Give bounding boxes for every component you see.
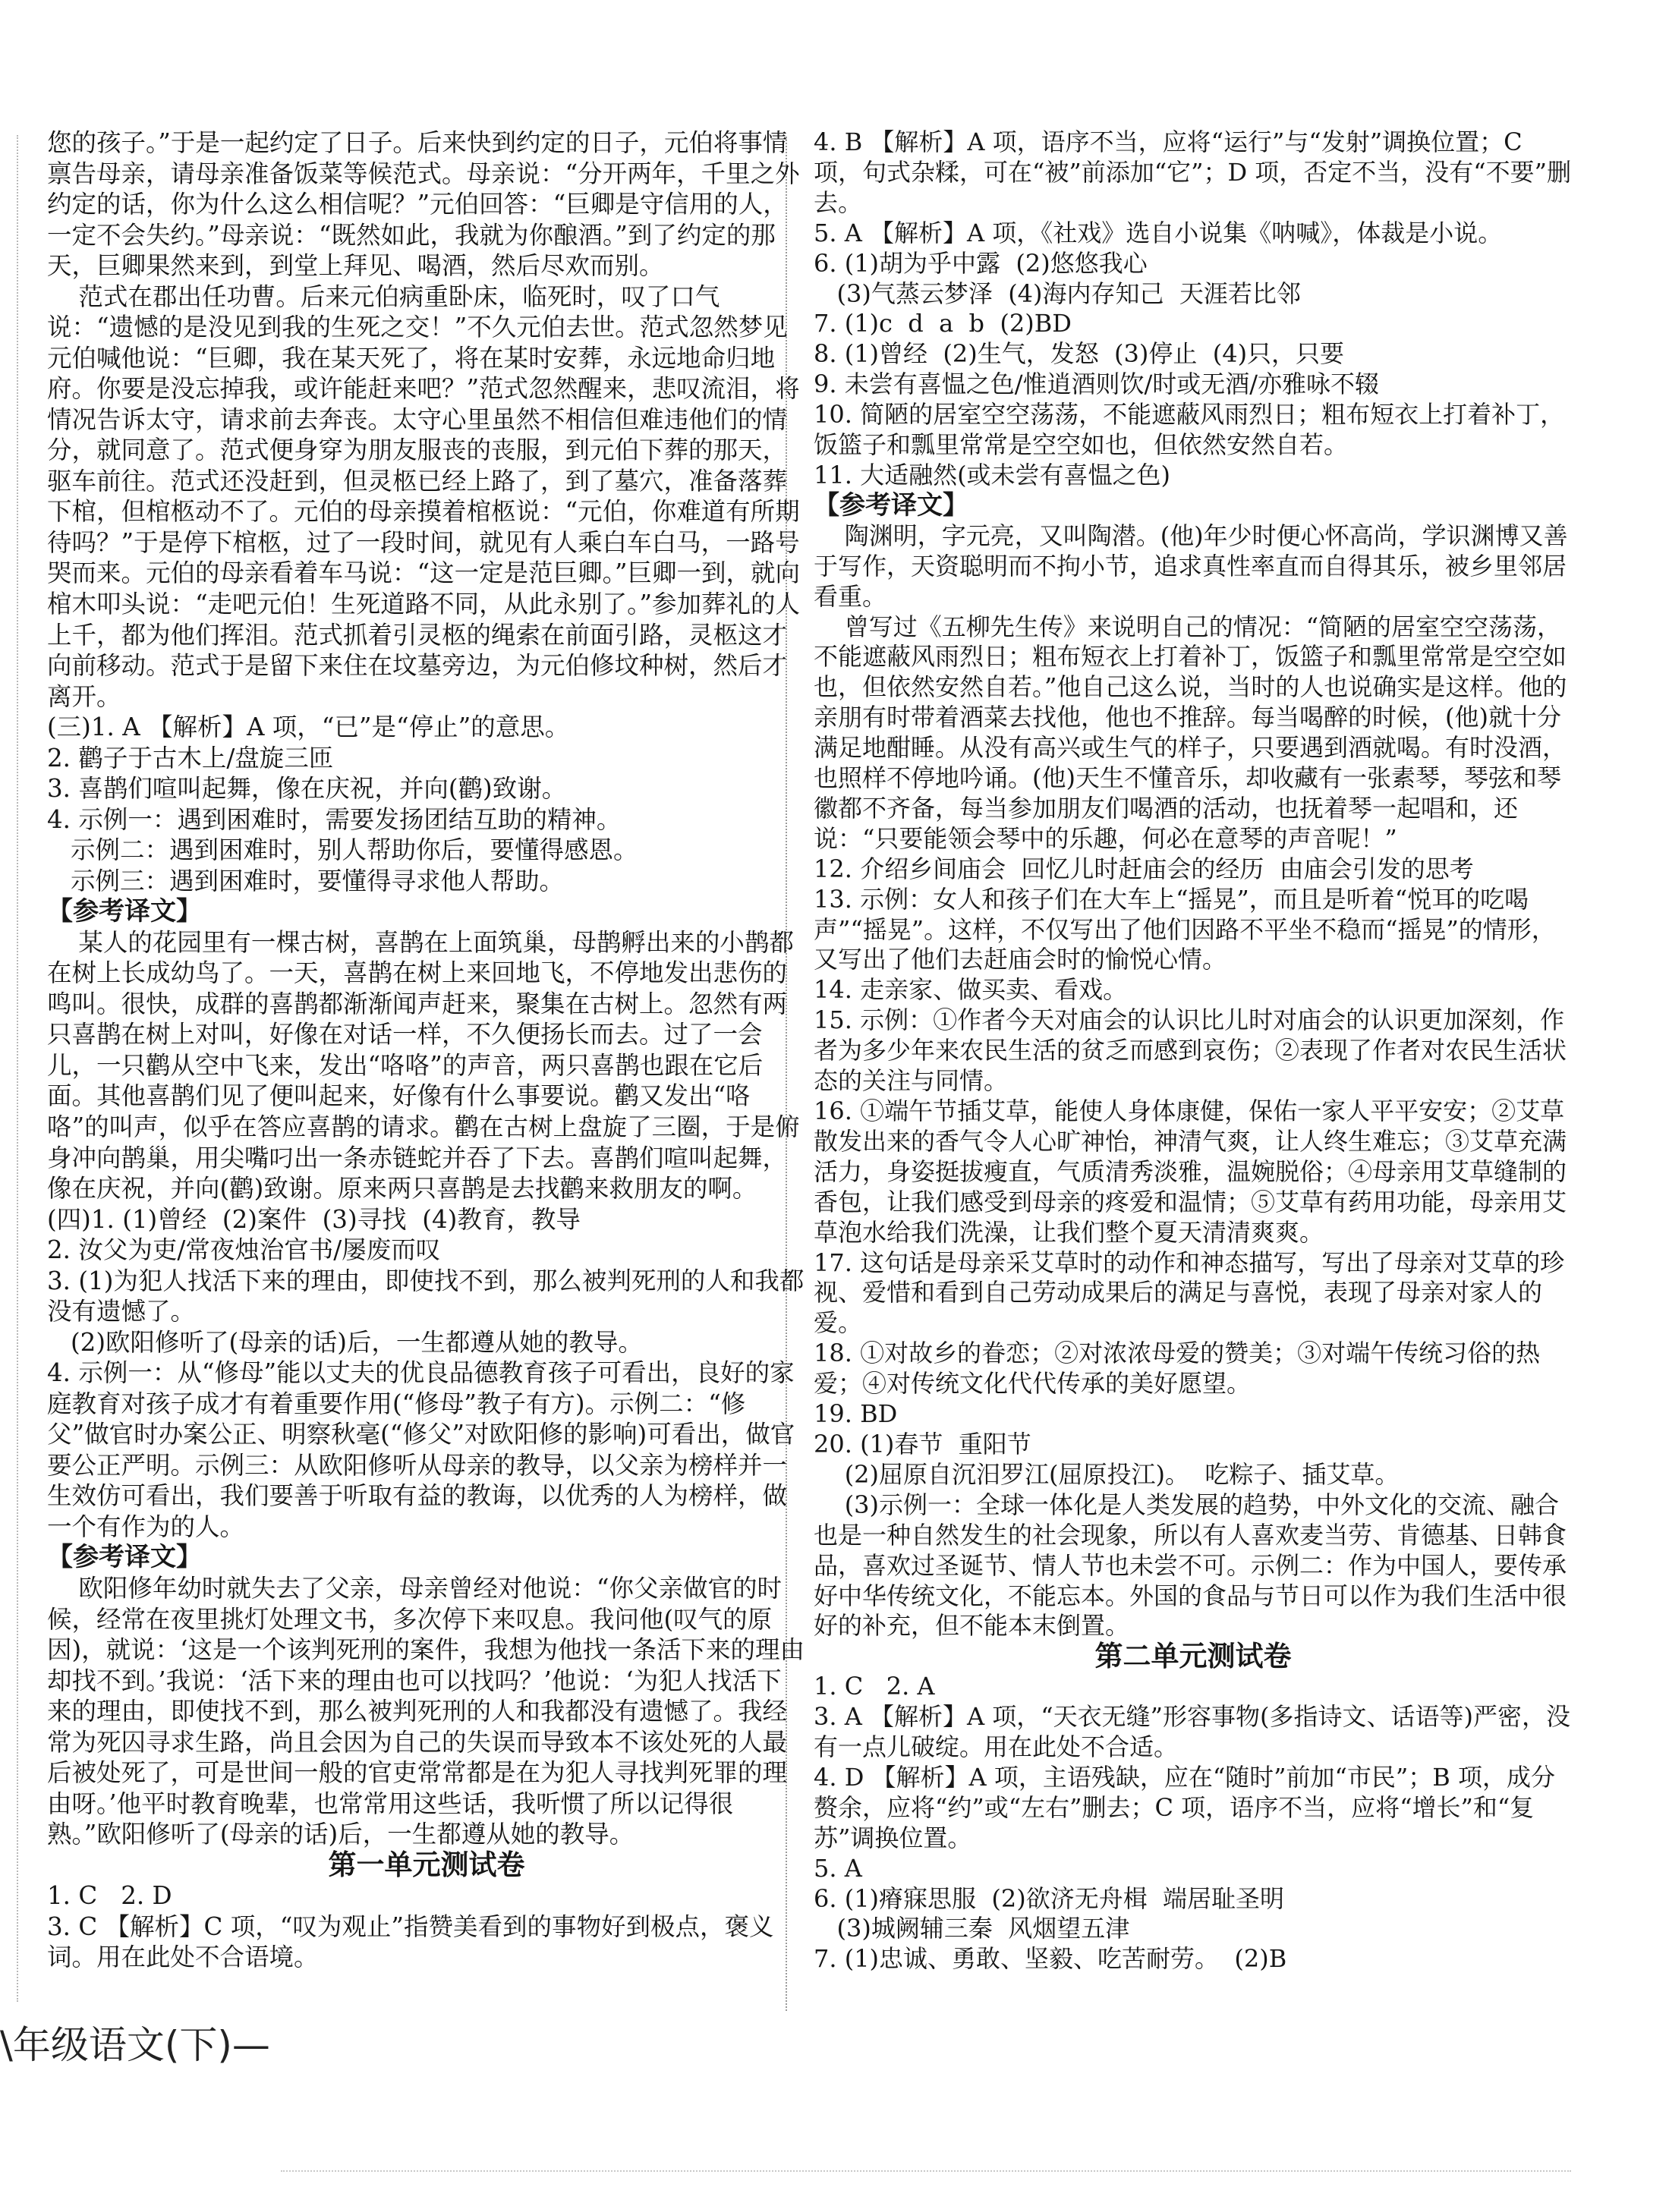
section-heading: 【参考译文】 xyxy=(47,1542,202,1573)
answer-item: 19. BD xyxy=(814,1399,898,1429)
answer-item: 9. 未尝有喜愠之色/惟逍酒则饮/时或无酒/亦雅咏不辍 xyxy=(814,370,1380,399)
right-column xyxy=(814,127,1573,1974)
answer-item: 8. (1)曾经 (2)生气，发怒 (3)停止 (4)只，只要 xyxy=(814,339,1345,369)
unit-title: 第二单元测试卷 xyxy=(1094,1640,1292,1673)
answer-item: 示例三：遇到困难时，要懂得寻求他人帮助。 xyxy=(47,866,565,895)
answer-item: 6. (1)胡为乎中露 (2)悠悠我心 xyxy=(814,248,1148,278)
answer-item: 1. C 2. D xyxy=(47,1881,172,1911)
paragraph: 某人的花园里有一棵古树，喜鹊在上面筑巢，母鹊孵出来的小鹊都在树上长成幼鸟了。一天，喜鹊在树上来回地飞，不停地发出悲伤的鸣叫。很快，成群的喜鹊都渐渐闻声赶来，聚集在古树上。忽然有两只喜鹊在树上对叫，好像在对话一样，不久便扬长而去。过了一会儿，一只鹳从空中飞来，发出“咯咯”的声音，两只喜鹊也跟在它后面。其他喜鹊们见了便叫起来，好像有什么事要说。鹳又发出“咯咯”的叫声，似乎在答应喜鹊的请求。鹳在古树上盘旋了三圈，于是俯身冲向鹊巢，用尖嘴叼出一条赤链蛇并吞了下去。喜鹊们喧叫起舞，像在庆祝，并向(鹳)致谢。原来两只喜鹊是去找鹳来救朋友的啊。 xyxy=(47,927,800,1204)
answer-item: 3. C 【解析】C 项，“叹为观止”指赞美看到的事物好到极点，褒义词。用在此处不合语境。 xyxy=(47,1912,774,1972)
answer-item: 10. 简陋的居室空空荡荡，不能遮蔽风雨烈日；粗布短衣上打着补丁，饭篮子和瓢里常常是空空如也，但依然安然自若。 xyxy=(814,400,1565,460)
answer-item: 11. 大适融然(或未尝有喜愠之色) xyxy=(814,460,1171,489)
answer-item: 4. 示例一：从“修母”能以丈夫的优良品德教育孩子可看出，良好的家庭教育对孩子成才有着重要作用(“修母”教子有方)。示例二：“修父”做官时办案公正、明察秋毫(“修父”对欧阳修的影响)可看出，做官要公正严明。示例三：从欧阳修听从母亲的教导，以父亲为榜样并一生效仿可看出，我们要善于听取有益的教诲，以优秀的人为榜样，做一个有作为的人。 xyxy=(47,1358,795,1541)
paragraph: 您的孩子。”于是一起约定了日子。后来快到约定的日子，元伯将事情禀告母亲，请母亲准备饭菜等候范式。母亲说：“分开两年，千里之外约定的话，你为什么这么相信呢？”元伯回答：“巨卿是守信用的人，一定不会失约。”母亲说：“既然如此，我就为你酿酒。”到了约定的那天，巨卿果然来到，到堂上拜见、喝酒，然后尽欢而别。 xyxy=(47,128,800,281)
answer-item: 7. (1)忠诚、勇敢、坚毅、吃苦耐劳。 (2)B xyxy=(814,1944,1287,1974)
bottom-rule xyxy=(281,2170,1571,2182)
answer-item: (2)屈原自沉汨罗江(屈原投江)。 吃粽子、插艾草。 xyxy=(814,1459,1400,1489)
answer-item: (3)示例一：全球一体化是人类发展的趋势，中外文化的交流、融合也是一种自然发生的社会现象，所以有人喜欢麦当劳、肯德基、日韩食品，喜欢过圣诞节、情人节也未尝不可。示例二：作为中国人，要传承好中华传统文化，不能忘本。外国的食品与节日可以作为我们生活中很好的补充，但不能本末倒置。 xyxy=(814,1490,1567,1641)
answer-item: 16. ①端午节插艾草，能使人身体康健，保佑一家人平平安安；②艾草散发出来的香气令人心旷神怡，神清气爽，让人终生难忘；③艾草充满活力，身姿挺拔瘦直，气质清秀淡雅，温婉脱俗；④母亲用艾草缝制的香包，让我们感受到母亲的疼爱和温情；⑤艾草有药用功能，母亲用艾草泡水给我们洗澡，让我们整个夏天清清爽爽。 xyxy=(814,1097,1567,1247)
answer-item: 5. A xyxy=(814,1853,862,1883)
answer-item: 3. (1)为犯人找活下来的理由，即使找不到，那么被判死刑的人和我都没有遗憾了。 xyxy=(47,1266,805,1326)
answer-item: 4. 示例一：遇到困难时，需要发扬团结互助的精神。 xyxy=(47,804,622,834)
answer-item: 示例二：遇到困难时，别人帮助你后，要懂得感恩。 xyxy=(47,835,638,865)
answer-item: 14. 走亲家、做买卖、看戏。 xyxy=(814,975,1128,1005)
answer-item: 4. B 【解析】A 项，语序不当，应将“运行”与“发射”调换位置；C 项，句式杂糅，可在“被”前添加“它”；D 项，否定不当，没有“不要”删去。 xyxy=(814,127,1571,217)
paragraph: 欧阳修年幼时就失去了父亲，母亲曾经对他说：“你父亲做官的时候，经常在夜里挑灯处理文书，多次停下来叹息。我问他(叹气的原因)，就说：‘这是一个该判死刑的案件，我想为他找一条活下来的理由却找不到。’我说：‘活下来的理由也可以找吗？’他说：‘为犯人找活下来的理由，即使找不到，那么被判死刑的人和我都没有遗憾了。我经常为死囚寻求生路，尚且会因为自己的失误而导致本不该处死的人最后被处死了，可是世间一般的官吏常常都是在为犯人寻找判死罪的理由呀。’他平时教育晚辈，也常常用这些话，我听惯了所以记得很熟。”欧阳修听了(母亲的话)后，一生都遵从她的教导。 xyxy=(47,1573,805,1849)
answer-item: 17. 这句话是母亲采艾草时的动作和神态描写，写出了母亲对艾草的珍视、爱惜和看到自己劳动成果后的满足与喜悦，表现了母亲对家人的爱。 xyxy=(814,1248,1565,1338)
answer-item: 5. A 【解析】A 项，《社戏》选自小说集《呐喊》，体裁是小说。 xyxy=(814,218,1503,247)
answer-item: 3. A 【解析】A 项，“天衣无缝”形容事物(多指诗文、话语等)严密，没有一点儿破绽。用在此处不合适。 xyxy=(814,1702,1570,1762)
answer-item: 4. D 【解析】A 项，主语残缺，应在“随时”前加“市民”；B 项，成分赘余，应将“约”或“左右”删去；C 项，语序不当，应将“增长”和“复苏”调换位置。 xyxy=(814,1762,1555,1852)
answer-item: 15. 示例：①作者今天对庙会的认识比儿时对庙会的认识更加深刻，作者为多少年来农民生活的贫乏而感到哀伤；②表现了作者对农民生活状态的关注与同情。 xyxy=(814,1005,1567,1096)
unit-title: 第一单元测试卷 xyxy=(328,1848,525,1881)
answer-item: 2. 鹳子于古木上/盘旋三匝 xyxy=(47,743,334,772)
paragraph: 曾写过《五柳先生传》来说明自己的情况：“简陋的居室空空荡荡，不能遮蔽风雨烈日；粗布短衣上打着补丁，饭篮子和瓢里常常是空空如也，但依然安然自若。”他自己这么说，当时的人也说确实是这样。他的亲朋有时带着酒菜去找他，他也不推辞。每当喝醉的时候，(他)就十分满足地酣睡。从没有高兴或生气的样子，只要遇到酒就喝。有时没酒，也照样不停地吟诵。(他)天生不懂音乐，却收藏有一张素琴，琴弦和琴徽都不齐备，每当参加朋友们喝酒的活动，也抚着琴一起唱和，还说：“只要能领会琴中的乐趣，何必在意琴的声音呢！” xyxy=(814,612,1567,853)
answer-item: 3. 喜鹊们喧叫起舞，像在庆祝，并向(鹳)致谢。 xyxy=(47,774,567,804)
section-heading: 【参考译文】 xyxy=(814,489,968,521)
answer-item: 7. (1)c d a b (2)BD xyxy=(814,309,1072,338)
answer-item: (3)气蒸云梦泽 (4)海内存知己 天涯若比邻 xyxy=(814,278,1301,308)
paragraph: 范式在郡出任功曹。后来元伯病重卧床，临死时，叹了口气说：“遗憾的是没见到我的生死之交！”不久元伯去世。范式忽然梦见元伯喊他说：“巨卿，我在某天死了，将在某时安葬，永远地命归地府。你要是没忘掉我，或许能赶来吧？”范式忽然醒来，悲叹流泪，将情况告诉太守，请求前去奔丧。太守心里虽然不相信但难违他们的情分，就同意了。范式便身穿为朋友服丧的丧服，到元伯下葬的那天，驱车前往。范式还没赶到，但灵柩已经上路了，到了墓穴，准备落葬下棺，但棺柩动不了。元伯的母亲摸着棺柩说：“元伯，你难道有所期待吗？”于是停下棺柩，过了一段时间，就见有人乘白车白马，一路号哭而来。元伯的母亲看着车马说：“这一定是范巨卿。”巨卿一到，就向棺木叩头说：“走吧元伯！生死道路不同，从此永别了。”参加葬礼的人上千，都为他们挥泪。范式抓着引灵柩的绳索在前面引路，灵柩这才向前移动。范式于是留下来住在坟墓旁边，为元伯修坟种树，然后才离开。 xyxy=(47,282,800,711)
answer-item: 13. 示例：女人和孩子们在大车上“摇晃”，而且是听着“悦耳的吃喝声”“摇晃”。这样，不仅写出了他们因路不平坐不稳而“摇晃”的情形，又写出了他们去赶庙会时的愉悦心情。 xyxy=(814,884,1556,974)
left-margin-rule xyxy=(17,135,18,2002)
page-footer-label: \年级语文(下)— xyxy=(0,2023,270,2067)
answer-item: 1. C 2. A xyxy=(814,1672,935,1701)
answer-item: (四)1. (1)曾经 (2)案件 (3)寻找 (4)教育，教导 xyxy=(47,1204,581,1234)
answer-item: (2)欧阳修听了(母亲的话)后，一生都遵从她的教导。 xyxy=(47,1327,643,1357)
left-column xyxy=(47,127,806,1973)
answer-item: (3)城阙辅三秦 风烟望五津 xyxy=(814,1914,1130,1943)
answer-item: 18. ①对故乡的眷恋；②对浓浓母爱的赞美；③对端午传统习俗的热爱；④对传统文化代代传承的美好愿望。 xyxy=(814,1339,1541,1399)
answer-item: 20. (1)春节 重阳节 xyxy=(814,1429,1031,1458)
answer-item: 12. 介绍乡间庙会 回忆儿时赶庙会的经历 由庙会引发的思考 xyxy=(814,854,1474,883)
answer-item: (三)1. A 【解析】A 项，“已”是“停止”的意思。 xyxy=(47,713,570,742)
paragraph: 陶渊明，字元亮，又叫陶潜。(他)年少时便心怀高尚，学识渊博又善于写作，天资聪明而不拘小节，追求真性率直而自得其乐，被乡里邻居看重。 xyxy=(814,521,1568,611)
answer-item: 6. (1)瘠寐思服 (2)欲济无舟楫 端居耻圣明 xyxy=(814,1883,1285,1913)
answer-item: 2. 汝父为吏/常夜烛治官书/屡废而叹 xyxy=(47,1235,441,1265)
section-heading: 【参考译文】 xyxy=(47,896,202,927)
